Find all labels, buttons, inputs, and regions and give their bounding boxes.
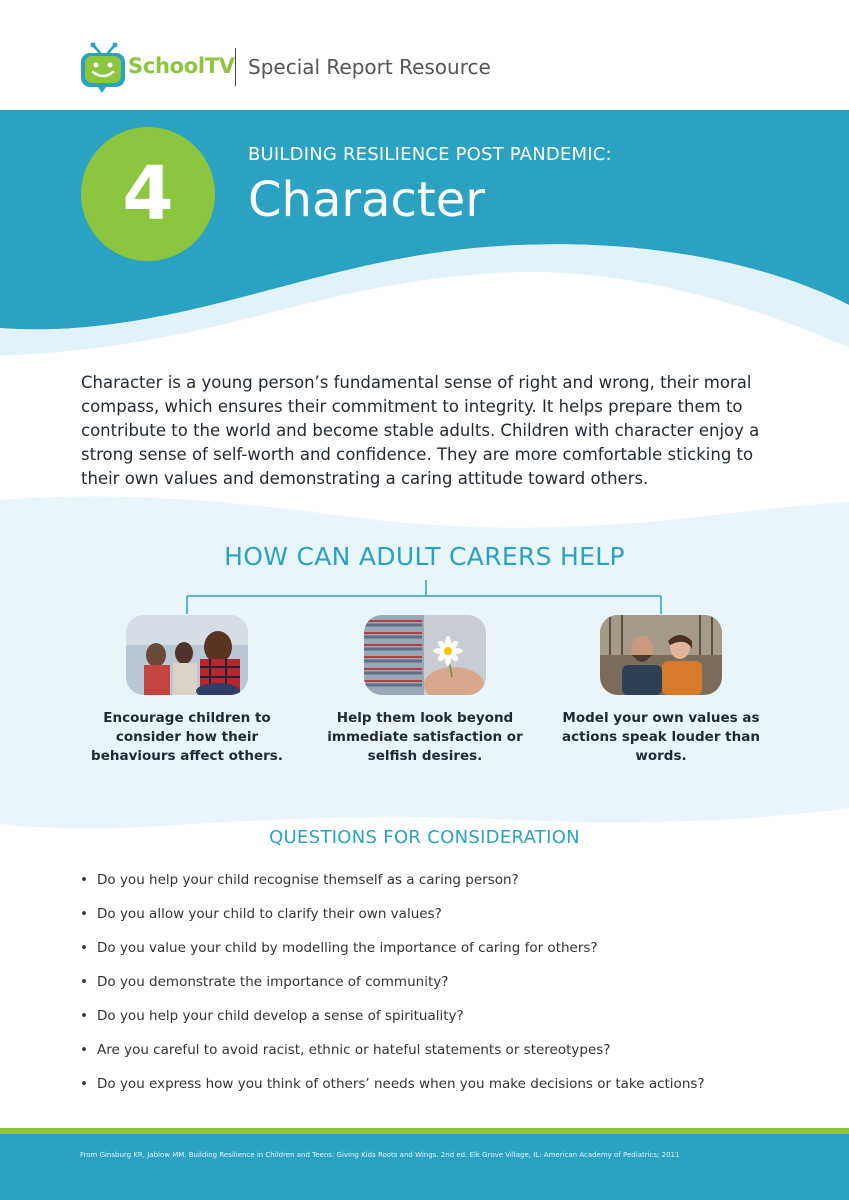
question-text: Do you demonstrate the importance of community? [97, 974, 449, 990]
question-text: Do you value your child by modelling the importance of caring for others? [97, 940, 598, 956]
header-title: Special Report Resource [248, 55, 491, 79]
question-item [80, 936, 780, 970]
help-card-text: Help them look beyond immediate satisfaction or selfish desires. [327, 710, 523, 764]
help-card [87, 615, 287, 766]
question-item [80, 1038, 780, 1072]
question-text: Do you allow your child to clarify their own values? [97, 906, 442, 922]
child-with-daisy-photo [364, 615, 486, 695]
questions-title: QUESTIONS FOR CONSIDERATION [269, 827, 580, 848]
help-card-text: Model your own values as actions speak louder than words. [562, 710, 760, 764]
banner-title: Character [248, 172, 485, 228]
question-item [80, 970, 780, 1004]
question-text: Are you careful to avoid racist, ethnic or hateful statements or stereotypes? [97, 1042, 611, 1058]
question-item [80, 902, 780, 936]
page-footer [0, 1134, 849, 1200]
bullet-icon: • [80, 1076, 88, 1092]
intro-paragraph: Character is a young person’s fundamental sense of right and wrong, their moral compass, which ensures their commitment to integrity. It helps prepare them to contribute to the world and become stable adults. Children with character enjoy a strong sense of self-worth and confidence. They are more comfortable sticking to their own values and demonstrating a caring attitude toward others. [81, 373, 760, 488]
question-item [80, 1072, 780, 1106]
question-text: Do you express how you think of others’ needs when you make decisions or take actions? [97, 1076, 705, 1092]
bullet-icon: • [80, 940, 88, 956]
questions-list [80, 868, 780, 1106]
father-son-photo [600, 615, 722, 695]
help-card [325, 615, 525, 766]
page-header [0, 0, 849, 110]
help-card-text: Encourage children to consider how their behaviours affect others. [91, 710, 283, 764]
section-number: 4 [122, 151, 174, 237]
question-text: Do you help your child recognise themself as a caring person? [97, 872, 519, 888]
bullet-icon: • [80, 906, 88, 922]
help-connector-lines [186, 580, 666, 616]
footer-citation: From Ginsburg KR, Jablow MM. Building Resilience in Children and Teens: Giving Kids Roots and Wings. 2nd ed. Elk Grove Village, IL: American Academy of Pediatrics; 2011 [80, 1151, 680, 1159]
bullet-icon: • [80, 1042, 88, 1058]
question-item [80, 1004, 780, 1038]
logo-text: SchoolTV [128, 54, 235, 78]
banner-subtitle: BUILDING RESILIENCE POST PANDEMIC: [248, 144, 612, 165]
bullet-icon: • [80, 974, 88, 990]
help-section-title: HOW CAN ADULT CARERS HELP [224, 542, 625, 571]
bullet-icon: • [80, 1008, 88, 1024]
teen-girl-photo [126, 615, 248, 695]
help-card [561, 615, 761, 766]
question-text: Do you help your child develop a sense of spirituality? [97, 1008, 464, 1024]
question-item [80, 868, 780, 902]
bullet-icon: • [80, 872, 88, 888]
section-number-badge [81, 127, 215, 261]
header-divider [235, 48, 236, 86]
